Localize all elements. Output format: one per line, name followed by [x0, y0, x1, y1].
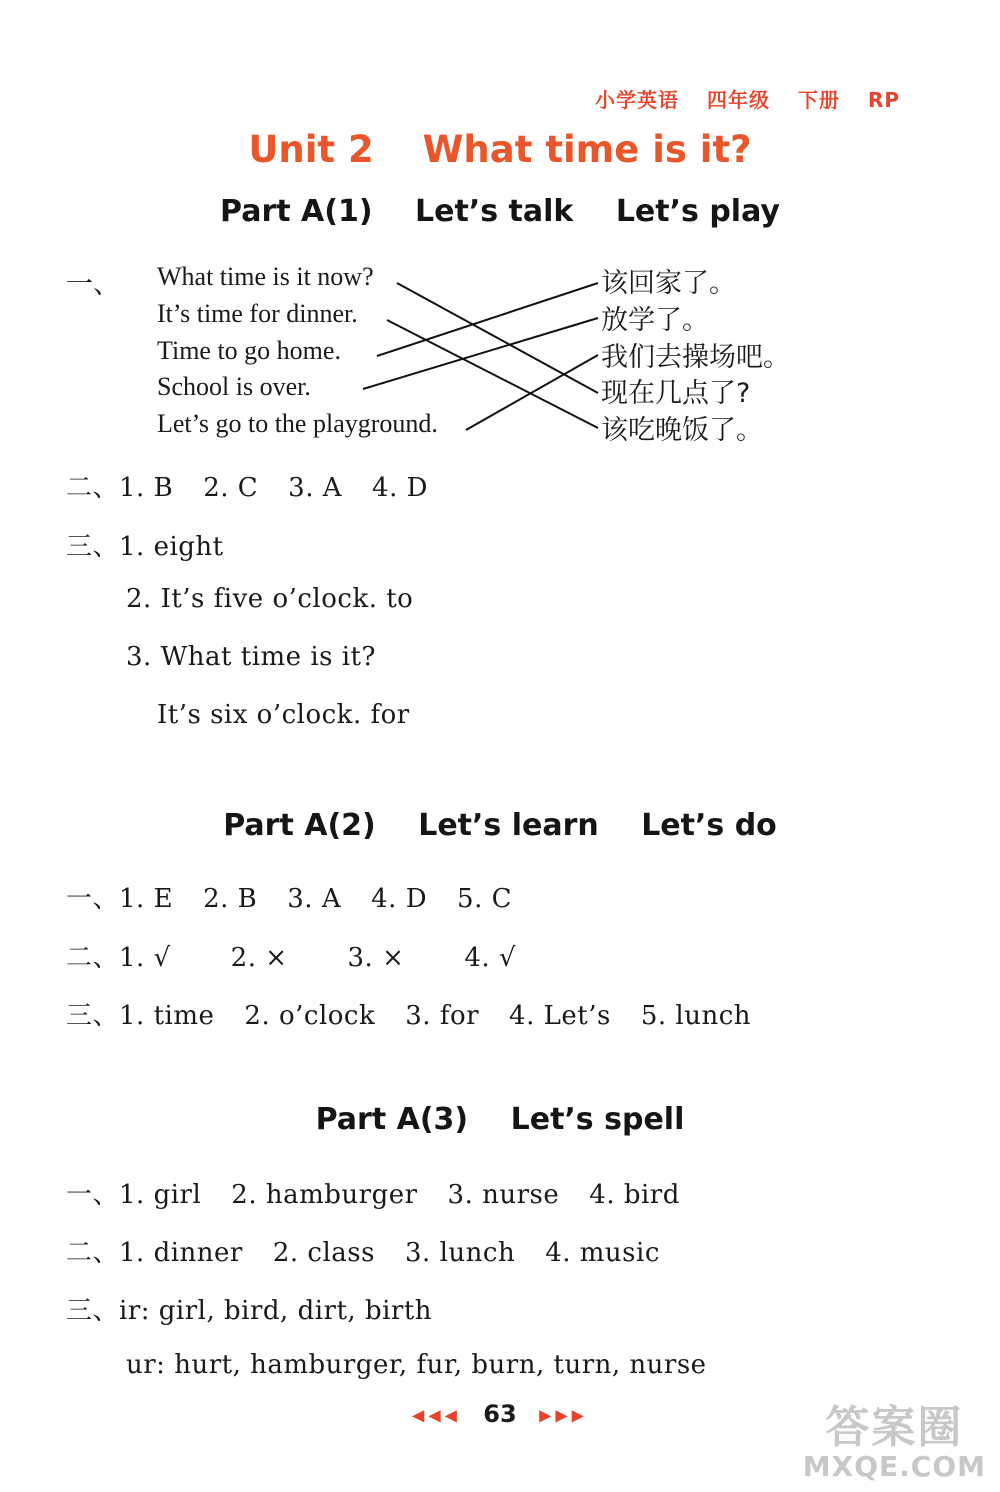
- match-chinese-5: 该吃晚饭了。: [601, 415, 763, 446]
- part1-s3-line1: 三、1. eight: [66, 532, 224, 562]
- match-english-4: School is over.: [157, 372, 311, 401]
- part1-s3-line2: 2. It’s five o’clock. to: [126, 584, 414, 614]
- header-volume: 下册: [797, 88, 840, 112]
- match-chinese-3: 我们去操场吧。: [601, 342, 790, 373]
- part1-s3-line4: It’s six o’clock. for: [157, 700, 410, 730]
- watermark-line-2: MXQE.COM: [802, 1450, 986, 1483]
- part2-s2: 二、1. √ 2. × 3. × 4. √: [66, 943, 517, 973]
- watermark: [803, 1404, 986, 1482]
- part3-title-1: Let’s spell: [510, 1102, 685, 1137]
- match-english-1: What time is it now?: [157, 262, 374, 291]
- match-chinese-4: 现在几点了?: [601, 378, 751, 409]
- part1-s3-line3: 3. What time is it?: [126, 642, 376, 672]
- part3-s2: 二、1. dinner 2. class 3. lunch 4. music: [66, 1238, 660, 1268]
- match-english-5: Let’s go to the playground.: [157, 409, 438, 438]
- part2-label: Part A(2): [223, 808, 376, 843]
- watermark-line-1: 答案圈: [825, 1402, 964, 1453]
- header-subject: 小学英语: [595, 88, 680, 112]
- part3-s3-line1: 三、ir: girl, bird, dirt, birth: [66, 1296, 433, 1326]
- part2-s3: 三、1. time 2. o’clock 3. for 4. Let’s 5. lunch: [66, 1001, 751, 1031]
- part1-s2: 二、1. B 2. C 3. A 4. D: [66, 473, 428, 503]
- part1-title-2: Let’s play: [615, 194, 780, 229]
- part3-heading: [0, 1102, 1000, 1137]
- part2-heading: [0, 808, 1000, 843]
- match-line-3: [377, 283, 598, 356]
- part3-s1: 一、1. girl 2. hamburger 3. nurse 4. bird: [66, 1180, 680, 1210]
- unit-name: What time is it?: [422, 128, 752, 171]
- part1-title-1: Let’s talk: [415, 194, 574, 229]
- left-arrows-icon: ◀◀◀: [412, 1405, 461, 1425]
- part1-label: Part A(1): [220, 194, 373, 229]
- header-grade: 四年级: [707, 88, 770, 112]
- match-chinese-2: 放学了。: [601, 305, 709, 336]
- header-edition: RP: [867, 88, 900, 112]
- part2-title-2: Let’s do: [641, 808, 777, 843]
- part2-s1: 一、1. E 2. B 3. A 4. D 5. C: [66, 884, 513, 914]
- part3-s3-line2: ur: hurt, hamburger, fur, burn, turn, nurse: [126, 1350, 707, 1380]
- page-number: 63: [483, 1400, 517, 1428]
- unit-number: Unit 2: [248, 128, 374, 171]
- part1-s1-marker: 一、: [66, 269, 120, 300]
- part3-label: Part A(3): [315, 1102, 469, 1137]
- match-english-2: It’s time for dinner.: [157, 299, 358, 328]
- right-arrows-icon: ▶▶▶: [539, 1405, 588, 1425]
- match-english-3: Time to go home.: [157, 336, 341, 365]
- part2-title-1: Let’s learn: [418, 808, 599, 843]
- match-chinese-1: 该回家了。: [601, 268, 736, 299]
